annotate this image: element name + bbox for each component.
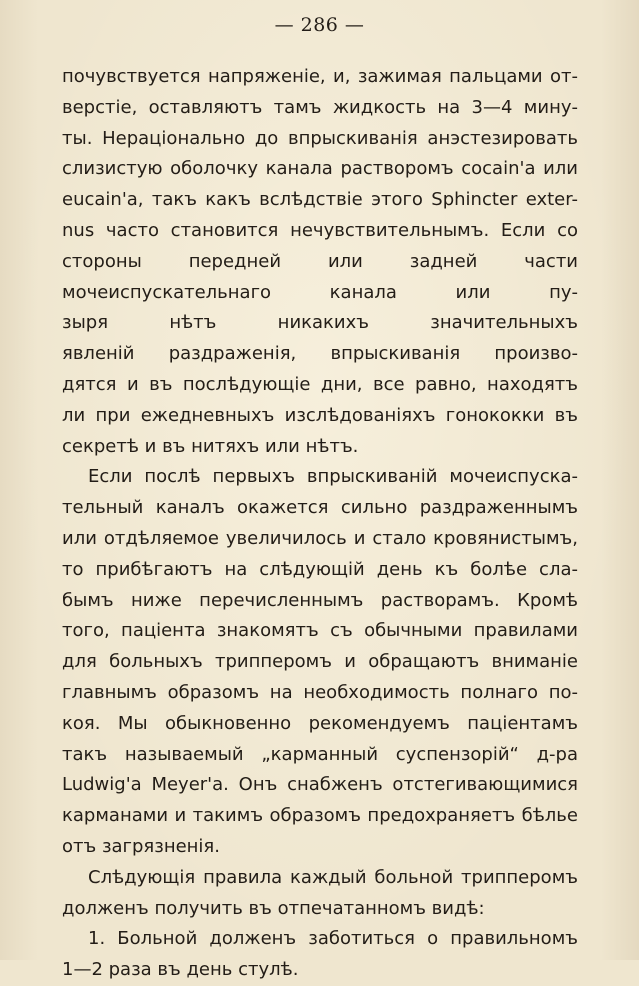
text-line: ты. Нераціонально до впрыскиванія анэстезировать — [62, 127, 578, 149]
text-line: для больныхъ трипперомъ и обращаютъ вниманіе — [62, 651, 578, 673]
text-line: карманами и такимъ образомъ предохраняетъ бѣлье — [62, 805, 578, 827]
text-line: Слѣдующія правила каждый больной трипперомъ — [88, 866, 578, 888]
paragraph-2 — [62, 462, 578, 862]
page-number: — 286 — — [274, 14, 365, 36]
paragraph-3 — [62, 863, 578, 925]
text-line: то прибѣгаютъ на слѣдующій день къ болѣе сла- — [62, 558, 578, 580]
text-line: дятся и въ послѣдующіе дни, все равно, находятъ — [62, 373, 578, 395]
text-line: секретѣ и въ нитяхъ или нѣтъ. — [62, 435, 359, 457]
text-line: слизистую оболочку канала растворомъ cocain'a или — [62, 158, 578, 180]
text-line: явленій раздраженія, впрыскиванія произво- — [62, 343, 578, 365]
text-line: долженъ получить въ отпечатанномъ видѣ: — [62, 897, 485, 919]
paragraph-1 — [62, 62, 578, 462]
paragraph-4 — [62, 924, 578, 986]
text-line: того, пацiента знакомятъ съ обычными правилами — [62, 620, 578, 642]
text-line: ли при ежедневныхъ изслѣдованіяхъ гонококки въ — [62, 404, 578, 426]
text-line: главнымъ образомъ на необходимость полнаго по- — [62, 681, 578, 703]
text-line: или отдѣляемое увеличилось и стало кровянистымъ, — [62, 527, 578, 549]
text-line: 1—2 раза въ день стулѣ. — [62, 959, 299, 981]
text-line: 1. Больной долженъ заботиться о правильномъ — [88, 928, 578, 950]
text-line: тельный каналъ окажется сильно раздраженнымъ — [62, 497, 578, 519]
text-line: почувствуется напряженіе, и, зажимая пальцами от- — [62, 66, 578, 87]
text-line: верстіе, оставляютъ тамъ жидкость на 3—4 мину- — [62, 96, 578, 118]
text-line: зыря нѣтъ никакихъ значительныхъ — [62, 312, 578, 334]
text-line: такъ называемый „карманный суспензорій“ д-ра — [62, 743, 578, 765]
text-line: стороны передней или задней части — [62, 250, 578, 272]
body-text — [62, 62, 578, 986]
text-line: eucain'a, такъ какъ вслѣдствіе этого Sphincter exter- — [62, 189, 578, 211]
text-line: nus часто становится нечувствительнымъ. Если со — [62, 219, 578, 241]
text-line: Если послѣ первыхъ впрыскиваній мочеиспуска- — [88, 466, 578, 488]
text-line: Ludwig'a Meyer'a. Онъ снабженъ отстегивающимися — [62, 774, 578, 796]
text-line: бымъ ниже перечисленнымъ растворамъ. Кромѣ — [62, 589, 578, 611]
text-line: отъ загрязненія. — [62, 835, 220, 857]
text-line: мочеиспускательнаго канала или пу- — [62, 281, 578, 303]
text-line: коя. Мы обыкновенно рекомендуемъ пацiентамъ — [62, 712, 578, 734]
